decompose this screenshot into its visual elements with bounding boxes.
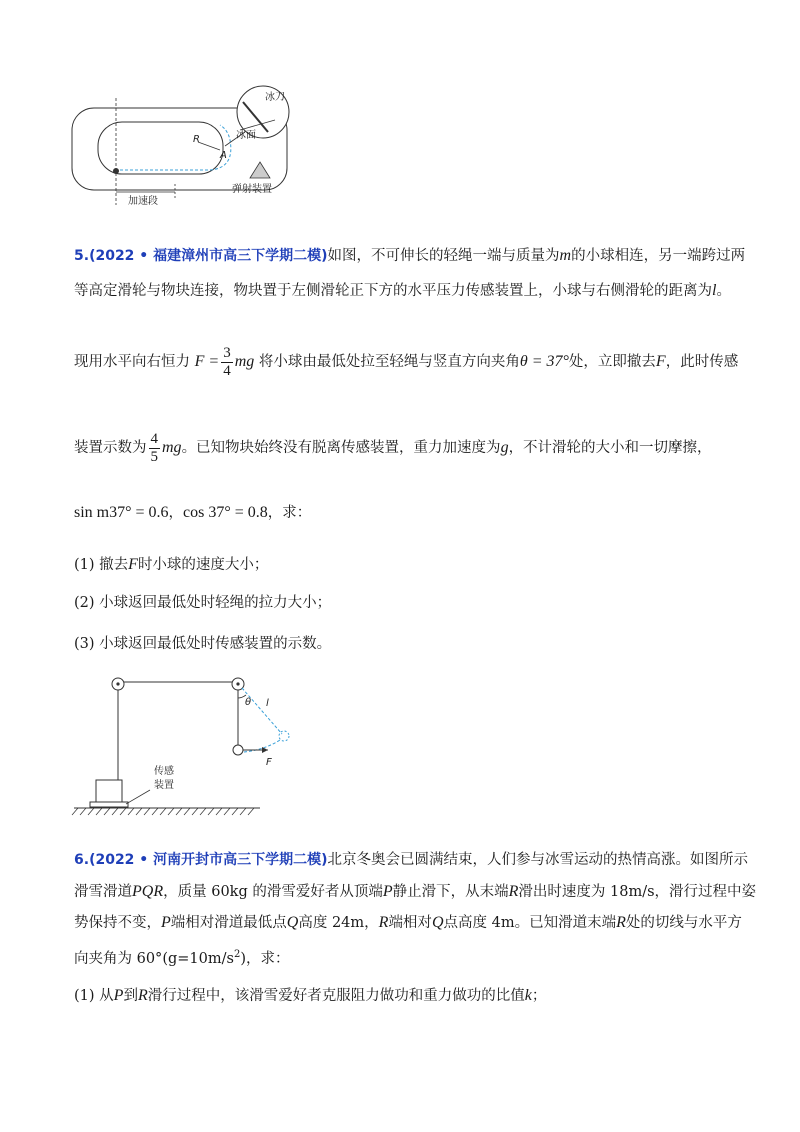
radius-line xyxy=(198,142,220,150)
q5-var-g: g xyxy=(500,439,509,456)
q5-var-F2: F xyxy=(655,353,666,370)
label-A: A xyxy=(220,150,227,161)
q5-sub1-F: F xyxy=(128,556,138,573)
q6-sub1-R: R xyxy=(137,987,148,1004)
q6-source: (2022 • 河南开封市高三下学期二模) xyxy=(89,852,328,868)
q5-number: 5. xyxy=(74,248,90,264)
q6-sub-1 xyxy=(74,986,546,1006)
q5-text-2b: 。 xyxy=(716,283,731,299)
q5-sub-1 xyxy=(74,555,268,575)
q6-text-2c: 静止滑下，从末端 xyxy=(392,884,509,900)
q5-line-1 xyxy=(74,246,745,266)
label-ice-surface: 冰面 xyxy=(236,130,256,141)
label-ice-skate: 冰刀 xyxy=(265,92,285,103)
figure-pulley-sensor xyxy=(70,668,270,818)
q5-text-4b: 。已知物块始终没有脱离传感装置，重力加速度为 xyxy=(181,440,501,456)
q6-line-4 xyxy=(74,945,289,969)
sensor-block xyxy=(96,780,122,802)
label-sensor-line1: 传感 xyxy=(154,766,174,777)
launcher-icon xyxy=(250,162,270,178)
label-launcher: 弹射装置 xyxy=(232,184,272,195)
q6-Q-2: Q xyxy=(431,914,444,931)
q6-text-4b: )，求： xyxy=(240,950,290,967)
q6-sub1-d: ； xyxy=(531,988,547,1004)
q6-sub1-k: k xyxy=(524,987,532,1004)
force-arrowhead xyxy=(262,747,268,753)
q6-g-sup: 2 xyxy=(233,949,241,960)
q6-P-2: P xyxy=(161,914,171,931)
q5-text-3d: ，此时传感 xyxy=(665,354,739,370)
label-accel-section: 加速段 xyxy=(128,196,158,207)
q6-text-3f: 处的切线与水平方 xyxy=(625,915,742,931)
q6-number: 6. xyxy=(74,852,90,868)
q5-frac-three-quarters: $\frac{3}{4}$ xyxy=(223,344,231,379)
q6-Q: Q xyxy=(286,914,299,931)
rope-pulled xyxy=(242,688,282,734)
q6-sub1-b: 到 xyxy=(123,988,138,1004)
q6-text-1: 北京冬奥会已圆满结束，人们参与冰雪运动的热情高涨。如图所示 xyxy=(327,852,749,868)
track-inner-boundary xyxy=(98,122,223,174)
q5-text-4c: ，不计滑轮的大小和一切摩擦， xyxy=(508,440,712,456)
q6-R: R xyxy=(508,883,519,900)
q5-text-3c: 处，立即撤去 xyxy=(568,354,656,370)
q5-sub-2: (2) 小球返回最低处时轻绳的拉力大小； xyxy=(74,595,332,611)
q5-mg-2: mg xyxy=(162,439,182,456)
ball-lowest xyxy=(233,745,243,755)
q6-text-2b: ，质量 60kg 的滑雪爱好者从顶端 xyxy=(163,884,383,900)
q5-text-3b: 将小球由最低处拉至轻绳与竖直方向夹角 xyxy=(258,354,520,370)
right-pulley-axle xyxy=(236,682,239,685)
q6-line-3 xyxy=(74,913,742,933)
q6-sub1-P: P xyxy=(113,987,124,1004)
ground-hatching xyxy=(72,808,254,815)
q6-line-2 xyxy=(74,882,756,902)
q6-R-3: R xyxy=(616,914,626,931)
q6-PQR: PQR xyxy=(132,883,164,900)
q5-frac-four-fifths: $\frac{4}{5}$ xyxy=(150,430,158,465)
q5-sub1-b: 时小球的速度大小； xyxy=(137,557,269,573)
label-F: F xyxy=(266,757,272,768)
q6-line-1 xyxy=(74,850,748,870)
q5-var-m: m xyxy=(559,247,572,264)
q6-text-3e: 点高度 4m。已知滑道末端 xyxy=(443,915,617,931)
label-sensor-line2: 装置 xyxy=(154,780,174,791)
q6-text-3c: 高度 24m， xyxy=(298,915,379,931)
q5-mg-1: mg xyxy=(234,353,255,370)
q6-P: P xyxy=(382,883,393,900)
q5-source: (2022 • 福建漳州市高三下学期二模) xyxy=(89,248,328,264)
q5-text-1a: 如图，不可伸长的轻绳一端与质量为 xyxy=(327,248,560,264)
q6-g-expr: (g=10m/s xyxy=(162,950,234,967)
q5-line-2 xyxy=(74,281,731,301)
figure-ice-track xyxy=(60,80,300,210)
q5-line-4 xyxy=(74,428,712,468)
q5-cos: cos 37° = 0.8 xyxy=(183,504,268,521)
left-pulley-axle xyxy=(116,682,119,685)
q6-R-2: R xyxy=(378,914,389,931)
q5-eq-F: F = xyxy=(194,353,220,370)
q5-line-3 xyxy=(74,342,738,382)
q6-text-2a: 滑雪滑道 xyxy=(74,884,132,900)
q5-text-5end: ，求： xyxy=(267,505,312,521)
q5-sub1-a: (1) 撤去 xyxy=(74,557,129,573)
q6-text-3a: 势保持不变， xyxy=(74,915,161,931)
ball-displaced xyxy=(279,731,289,741)
q5-text-1b: 的小球相连，另一端跨过两 xyxy=(571,248,746,264)
sensor-pointer xyxy=(126,790,150,804)
sensor-base xyxy=(90,802,128,807)
q5-text-4a: 装置示数为 xyxy=(74,440,147,456)
start-marker xyxy=(113,168,119,174)
q5-text-3a: 现用水平向右恒力 xyxy=(74,354,190,370)
q5-sin: sin m37° = 0.6 xyxy=(74,504,169,521)
q5-line-5 xyxy=(74,503,311,523)
q5-text-2a: 等高定滑轮与物块连接，物块置于左侧滑轮正下方的水平压力传感装置上，小球与右侧滑轮的距离为 xyxy=(74,283,712,299)
q6-sub1-a: (1) 从 xyxy=(74,988,114,1004)
q5-sub-3: (3) 小球返回最低处时传感装置的示数。 xyxy=(74,636,332,652)
q6-text-3d: 端相对 xyxy=(388,915,432,931)
q6-sub1-c: 滑行过程中，该滑雪爱好者克服阻力做功和重力做功的比值 xyxy=(147,988,525,1004)
q5-sep: ， xyxy=(168,505,184,521)
q6-text-2d: 滑出时速度为 18m/s，滑行过程中姿 xyxy=(518,884,757,900)
q6-text-3b: 端相对滑道最低点 xyxy=(170,915,287,931)
label-R: R xyxy=(193,134,200,145)
label-l: l xyxy=(266,698,269,709)
q5-var-l: l xyxy=(712,282,717,299)
q6-text-4a: 向夹角为 60° xyxy=(74,950,163,967)
q5-theta: θ = 37° xyxy=(519,353,569,370)
label-theta: θ xyxy=(245,697,252,708)
